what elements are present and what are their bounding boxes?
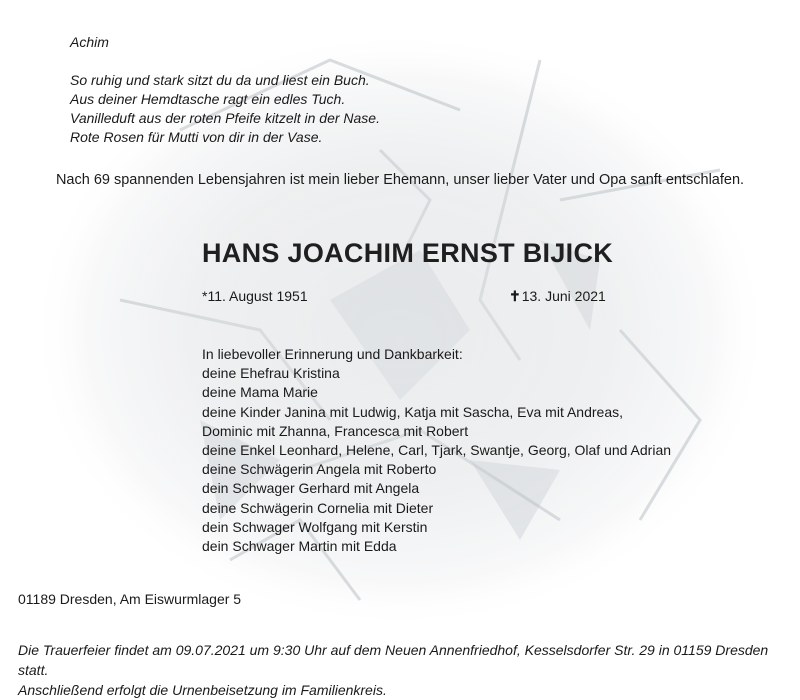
mourner-line: deine Mama Marie <box>202 384 318 401</box>
mourner-line: dein Schwager Martin mit Edda <box>202 538 397 555</box>
mourner-line: deine Ehefrau Kristina <box>202 365 340 382</box>
death-date-block <box>509 288 606 305</box>
mourner-line: deine Schwägerin Cornelia mit Dieter <box>202 499 434 516</box>
mourners-heading: In liebevoller Erinnerung und Dankbarkeit: <box>202 346 463 362</box>
mourner-line: dein Schwager Wolfgang mit Kerstin <box>202 518 428 535</box>
mourner-line: dein Schwager Gerhard mit Angela <box>202 480 420 497</box>
funeral-info <box>18 640 800 700</box>
funeral-info-line: Anschließend erfolgt die Urnenbeisetzung im Familienkreis. <box>18 682 387 698</box>
family-address: 01189 Dresden, Am Eiswurmlager 5 <box>18 591 242 607</box>
poem-greeting: Achim <box>70 34 109 50</box>
mourner-line: deine Schwägerin Angela mit Roberto <box>202 461 437 478</box>
deceased-name: HANS JOACHIM ERNST BIJICK <box>202 238 614 268</box>
death-date: 13. Juni 2021 <box>521 288 606 304</box>
funeral-info-line: Die Trauerfeier findet am 09.07.2021 um 9:30 Uhr auf dem Neuen Annenfriedhof, Kesselsdorfer Str. 29 in 01159 Dresden statt. <box>18 642 769 678</box>
mourner-line: deine Kinder Janina mit Ludwig, Katja mit Sascha, Eva mit Andreas, <box>202 403 623 420</box>
cross-icon: ✝ <box>509 288 521 304</box>
poem-block <box>70 33 380 147</box>
intro-text: Nach 69 spannenden Lebensjahren ist mein lieber Ehemann, unser lieber Vater und Opa sanft entschlafen. <box>55 172 745 188</box>
mourner-line: deine Enkel Leonhard, Helene, Carl, Tjark, Swantje, Georg, Olaf und Adrian <box>202 442 672 459</box>
poem-line: Aus deiner Hemdtasche ragt ein edles Tuch. <box>70 91 346 107</box>
poem-line: Rote Rosen für Mutti von dir in der Vase. <box>70 129 323 145</box>
birth-date: *11. August 1951 <box>202 288 308 304</box>
poem-line: Vanilleduft aus der roten Pfeife kitzelt in der Nase. <box>70 110 380 126</box>
poem-line: So ruhig und stark sitzt du da und liest ein Buch. <box>70 72 370 88</box>
mourners-list <box>202 345 671 556</box>
mourner-line: Dominic mit Zhanna, Francesca mit Robert <box>202 422 469 439</box>
